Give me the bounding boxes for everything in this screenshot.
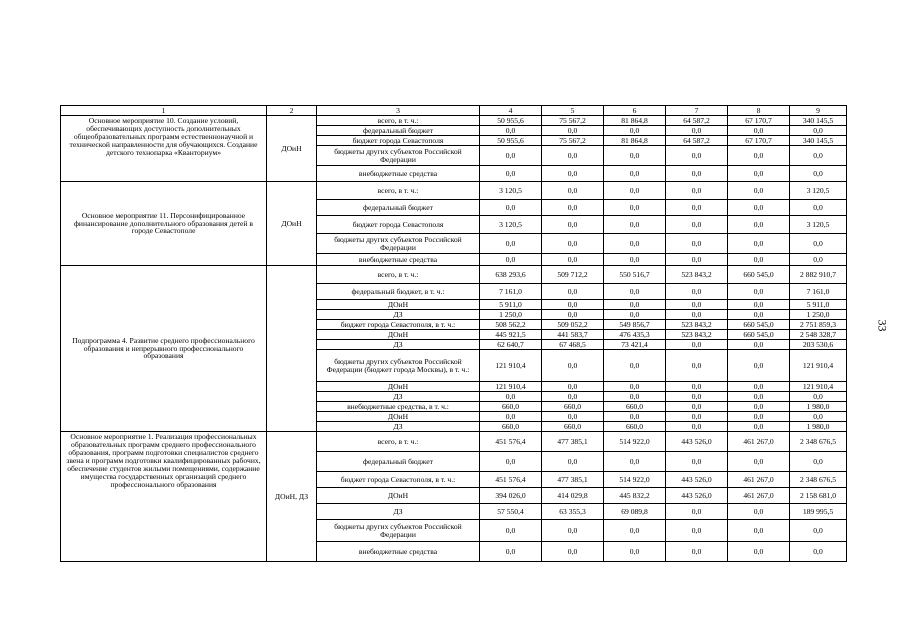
value-cell: 0,0 bbox=[604, 520, 666, 542]
funding-source: бюджет города Севастополя, в т. ч.: bbox=[317, 472, 480, 488]
value-cell: 0,0 bbox=[790, 234, 847, 254]
value-cell: 0,0 bbox=[604, 284, 666, 300]
value-cell: 461 267,0 bbox=[728, 472, 790, 488]
funding-source: бюджеты других субъектов Российской Федерации bbox=[317, 520, 480, 542]
value-cell: 0,0 bbox=[542, 216, 604, 234]
value-cell: 445 921,5 bbox=[480, 330, 542, 340]
value-cell: 477 385,1 bbox=[542, 432, 604, 452]
value-cell: 0,0 bbox=[604, 166, 666, 182]
value-cell: 0,0 bbox=[666, 234, 728, 254]
value-cell: 1 980,0 bbox=[790, 422, 847, 432]
value-cell: 0,0 bbox=[480, 234, 542, 254]
funding-source: федеральный бюджет bbox=[317, 126, 480, 136]
value-cell: 340 145,5 bbox=[790, 116, 847, 126]
value-cell: 0,0 bbox=[604, 452, 666, 472]
value-cell: 0,0 bbox=[728, 412, 790, 422]
value-cell: 81 864,8 bbox=[604, 136, 666, 146]
funding-source: ДЗ bbox=[317, 422, 480, 432]
value-cell: 7 161,0 bbox=[480, 284, 542, 300]
value-cell: 0,0 bbox=[604, 350, 666, 382]
value-cell: 75 567,2 bbox=[542, 136, 604, 146]
funding-source: ДЗ bbox=[317, 504, 480, 520]
value-cell: 0,0 bbox=[728, 340, 790, 350]
value-cell: 508 562,2 bbox=[480, 320, 542, 330]
value-cell: 3 120,5 bbox=[480, 182, 542, 200]
value-cell: 0,0 bbox=[728, 402, 790, 412]
value-cell: 0,0 bbox=[728, 284, 790, 300]
value-cell: 0,0 bbox=[728, 520, 790, 542]
value-cell: 509 712,2 bbox=[542, 266, 604, 284]
value-cell: 0,0 bbox=[480, 392, 542, 402]
value-cell: 0,0 bbox=[542, 382, 604, 392]
value-cell: 0,0 bbox=[480, 126, 542, 136]
value-cell: 50 955,6 bbox=[480, 136, 542, 146]
activity-name: Основное мероприятие 1. Реализация профессиональных образовательных программ среднего профессионального образования, программ подготовки специалистов среднего звена и программ подготовки квалифицированных рабочих, обеспечение студентов жилыми помещениями, содержание имущества государственных организаций среднего профессионального образования bbox=[61, 432, 267, 562]
value-cell: 50 955,6 bbox=[480, 116, 542, 126]
value-cell: 0,0 bbox=[542, 234, 604, 254]
value-cell: 0,0 bbox=[728, 422, 790, 432]
value-cell: 69 089,8 bbox=[604, 504, 666, 520]
value-cell: 63 355,3 bbox=[542, 504, 604, 520]
value-cell: 0,0 bbox=[728, 310, 790, 320]
funding-source: ДОиН bbox=[317, 330, 480, 340]
value-cell: 0,0 bbox=[666, 412, 728, 422]
value-cell: 461 267,0 bbox=[728, 488, 790, 504]
value-cell: 121 910,4 bbox=[480, 350, 542, 382]
value-cell: 0,0 bbox=[728, 542, 790, 562]
value-cell: 0,0 bbox=[604, 234, 666, 254]
value-cell: 5 911,0 bbox=[790, 300, 847, 310]
value-cell: 0,0 bbox=[604, 216, 666, 234]
value-cell: 0,0 bbox=[790, 146, 847, 166]
value-cell: 0,0 bbox=[666, 350, 728, 382]
value-cell: 0,0 bbox=[666, 200, 728, 216]
funding-source: бюджеты других субъектов Российской Федерации bbox=[317, 146, 480, 166]
value-cell: 0,0 bbox=[542, 200, 604, 216]
value-cell: 0,0 bbox=[728, 126, 790, 136]
value-cell: 3 120,5 bbox=[480, 216, 542, 234]
value-cell: 0,0 bbox=[666, 146, 728, 166]
value-cell: 2 751 859,3 bbox=[790, 320, 847, 330]
value-cell: 340 145,5 bbox=[790, 136, 847, 146]
value-cell: 81 864,8 bbox=[604, 116, 666, 126]
value-cell: 0,0 bbox=[666, 216, 728, 234]
value-cell: 0,0 bbox=[666, 392, 728, 402]
value-cell: 0,0 bbox=[542, 284, 604, 300]
value-cell: 451 576,4 bbox=[480, 472, 542, 488]
funding-source: бюджеты других субъектов Российской Федерации (бюджет города Москвы), в т. ч.: bbox=[317, 350, 480, 382]
value-cell: 0,0 bbox=[728, 166, 790, 182]
funding-source: бюджет города Севастополя bbox=[317, 136, 480, 146]
header-cell: 6 bbox=[604, 106, 666, 116]
funding-source: бюджеты других субъектов Российской Федерации bbox=[317, 234, 480, 254]
executor-cell bbox=[267, 266, 317, 432]
value-cell: 0,0 bbox=[666, 542, 728, 562]
value-cell: 549 856,7 bbox=[604, 320, 666, 330]
funding-source: ДОиН bbox=[317, 382, 480, 392]
value-cell: 0,0 bbox=[480, 520, 542, 542]
value-cell: 64 587,2 bbox=[666, 136, 728, 146]
value-cell: 514 922,0 bbox=[604, 472, 666, 488]
value-cell: 2 548 328,7 bbox=[790, 330, 847, 340]
value-cell: 0,0 bbox=[790, 452, 847, 472]
value-cell: 0,0 bbox=[480, 166, 542, 182]
value-cell: 0,0 bbox=[790, 254, 847, 266]
value-cell: 660,0 bbox=[480, 402, 542, 412]
value-cell: 1 980,0 bbox=[790, 402, 847, 412]
value-cell: 0,0 bbox=[728, 200, 790, 216]
value-cell: 121 910,4 bbox=[790, 350, 847, 382]
executor-cell: ДОиН bbox=[267, 116, 317, 182]
header-cell: 2 bbox=[267, 106, 317, 116]
value-cell: 0,0 bbox=[790, 392, 847, 402]
value-cell: 121 910,4 bbox=[480, 382, 542, 392]
value-cell: 2 348 676,5 bbox=[790, 472, 847, 488]
value-cell: 73 421,4 bbox=[604, 340, 666, 350]
funding-source: ДОиН bbox=[317, 300, 480, 310]
value-cell: 414 029,8 bbox=[542, 488, 604, 504]
value-cell: 0,0 bbox=[666, 402, 728, 412]
table-row bbox=[61, 116, 847, 126]
activity-name: Основное мероприятие 10. Создание условий, обеспечивающих доступность дополнительных общеобразовательных программ естественнонаучной и технической направленности для обучающихся. Создание детского технопарка «Кванториум» bbox=[61, 116, 267, 182]
funding-source: бюджет города Севастополя, в т. ч.: bbox=[317, 320, 480, 330]
value-cell: 0,0 bbox=[604, 300, 666, 310]
value-cell: 443 526,0 bbox=[666, 432, 728, 452]
value-cell: 638 293,6 bbox=[480, 266, 542, 284]
table-row bbox=[61, 266, 847, 284]
value-cell: 550 516,7 bbox=[604, 266, 666, 284]
table-row bbox=[61, 432, 847, 452]
value-cell: 0,0 bbox=[480, 452, 542, 472]
header-cell: 1 bbox=[61, 106, 267, 116]
value-cell: 0,0 bbox=[666, 422, 728, 432]
value-cell: 75 567,2 bbox=[542, 116, 604, 126]
value-cell: 67 468,5 bbox=[542, 340, 604, 350]
value-cell: 0,0 bbox=[790, 542, 847, 562]
value-cell: 0,0 bbox=[666, 166, 728, 182]
value-cell: 5 911,0 bbox=[480, 300, 542, 310]
value-cell: 476 435,3 bbox=[604, 330, 666, 340]
value-cell: 0,0 bbox=[480, 254, 542, 266]
value-cell: 0,0 bbox=[790, 200, 847, 216]
value-cell: 0,0 bbox=[542, 126, 604, 136]
value-cell: 0,0 bbox=[542, 412, 604, 422]
value-cell: 189 995,5 bbox=[790, 504, 847, 520]
header-cell: 9 bbox=[790, 106, 847, 116]
value-cell: 0,0 bbox=[604, 310, 666, 320]
value-cell: 0,0 bbox=[604, 412, 666, 422]
value-cell: 477 385,1 bbox=[542, 472, 604, 488]
value-cell: 2 882 910,7 bbox=[790, 266, 847, 284]
value-cell: 660 545,0 bbox=[728, 330, 790, 340]
value-cell: 0,0 bbox=[480, 542, 542, 562]
value-cell: 0,0 bbox=[728, 382, 790, 392]
value-cell: 0,0 bbox=[480, 146, 542, 166]
executor-cell: ДОиН bbox=[267, 182, 317, 266]
value-cell: 523 843,2 bbox=[666, 320, 728, 330]
value-cell: 0,0 bbox=[666, 254, 728, 266]
value-cell: 0,0 bbox=[666, 310, 728, 320]
value-cell: 0,0 bbox=[480, 412, 542, 422]
header-cell: 8 bbox=[728, 106, 790, 116]
funding-source: всего, в т. ч.: bbox=[317, 116, 480, 126]
value-cell: 0,0 bbox=[728, 182, 790, 200]
funding-source: всего, в т. ч.: bbox=[317, 182, 480, 200]
value-cell: 0,0 bbox=[790, 166, 847, 182]
value-cell: 443 526,0 bbox=[666, 488, 728, 504]
value-cell: 62 640,7 bbox=[480, 340, 542, 350]
value-cell: 0,0 bbox=[790, 412, 847, 422]
value-cell: 3 120,5 bbox=[790, 216, 847, 234]
value-cell: 0,0 bbox=[728, 350, 790, 382]
funding-source: ДОиН bbox=[317, 412, 480, 422]
value-cell: 660 545,0 bbox=[728, 266, 790, 284]
value-cell: 57 550,4 bbox=[480, 504, 542, 520]
value-cell: 0,0 bbox=[666, 504, 728, 520]
funding-source: федеральный бюджет bbox=[317, 452, 480, 472]
value-cell: 1 250,0 bbox=[480, 310, 542, 320]
value-cell: 0,0 bbox=[666, 452, 728, 472]
value-cell: 0,0 bbox=[604, 254, 666, 266]
value-cell: 0,0 bbox=[666, 340, 728, 350]
value-cell: 0,0 bbox=[542, 350, 604, 382]
header-row bbox=[61, 106, 847, 116]
value-cell: 0,0 bbox=[542, 520, 604, 542]
value-cell: 0,0 bbox=[728, 216, 790, 234]
value-cell: 203 530,6 bbox=[790, 340, 847, 350]
value-cell: 0,0 bbox=[728, 146, 790, 166]
value-cell: 0,0 bbox=[604, 146, 666, 166]
value-cell: 121 910,4 bbox=[790, 382, 847, 392]
value-cell: 1 250,0 bbox=[790, 310, 847, 320]
value-cell: 67 170,7 bbox=[728, 136, 790, 146]
value-cell: 0,0 bbox=[542, 310, 604, 320]
funding-source: внебюджетные средства bbox=[317, 166, 480, 182]
value-cell: 0,0 bbox=[480, 200, 542, 216]
value-cell: 0,0 bbox=[542, 300, 604, 310]
table-body bbox=[61, 106, 847, 562]
value-cell: 67 170,7 bbox=[728, 116, 790, 126]
value-cell: 0,0 bbox=[790, 126, 847, 136]
funding-source: бюджет города Севастополя bbox=[317, 216, 480, 234]
funding-source: всего, в т. ч.: bbox=[317, 266, 480, 284]
header-cell: 7 bbox=[666, 106, 728, 116]
value-cell: 394 026,0 bbox=[480, 488, 542, 504]
funding-source: внебюджетные средства bbox=[317, 542, 480, 562]
value-cell: 0,0 bbox=[542, 254, 604, 266]
executor-cell: ДОиН, ДЗ bbox=[267, 432, 317, 562]
value-cell: 461 267,0 bbox=[728, 432, 790, 452]
header-cell: 4 bbox=[480, 106, 542, 116]
value-cell: 0,0 bbox=[728, 300, 790, 310]
value-cell: 2 158 681,0 bbox=[790, 488, 847, 504]
funding-source: ДЗ bbox=[317, 340, 480, 350]
value-cell: 0,0 bbox=[728, 504, 790, 520]
value-cell: 0,0 bbox=[790, 520, 847, 542]
value-cell: 0,0 bbox=[666, 520, 728, 542]
funding-source: внебюджетные средства bbox=[317, 254, 480, 266]
funding-source: федеральный бюджет, в т. ч.: bbox=[317, 284, 480, 300]
value-cell: 0,0 bbox=[666, 382, 728, 392]
value-cell: 7 161,0 bbox=[790, 284, 847, 300]
value-cell: 64 587,2 bbox=[666, 116, 728, 126]
value-cell: 0,0 bbox=[542, 146, 604, 166]
value-cell: 660,0 bbox=[604, 422, 666, 432]
value-cell: 0,0 bbox=[728, 234, 790, 254]
value-cell: 0,0 bbox=[604, 382, 666, 392]
value-cell: 0,0 bbox=[542, 166, 604, 182]
value-cell: 0,0 bbox=[666, 182, 728, 200]
value-cell: 445 832,2 bbox=[604, 488, 666, 504]
value-cell: 0,0 bbox=[604, 200, 666, 216]
value-cell: 0,0 bbox=[604, 392, 666, 402]
value-cell: 0,0 bbox=[542, 452, 604, 472]
table-row bbox=[61, 182, 847, 200]
value-cell: 660,0 bbox=[480, 422, 542, 432]
funding-source: всего, в т. ч.: bbox=[317, 432, 480, 452]
value-cell: 0,0 bbox=[728, 392, 790, 402]
value-cell: 0,0 bbox=[666, 284, 728, 300]
value-cell: 2 348 676,5 bbox=[790, 432, 847, 452]
value-cell: 0,0 bbox=[666, 300, 728, 310]
value-cell: 660,0 bbox=[604, 402, 666, 412]
funding-source: ДЗ bbox=[317, 310, 480, 320]
funding-source: федеральный бюджет bbox=[317, 200, 480, 216]
value-cell: 0,0 bbox=[728, 254, 790, 266]
header-cell: 5 bbox=[542, 106, 604, 116]
activity-name: Основное мероприятие 11. Персонифицированное финансирование дополнительного образования детей в городе Севастополе bbox=[61, 182, 267, 266]
funding-source: ДОиН bbox=[317, 488, 480, 504]
value-cell: 3 120,5 bbox=[790, 182, 847, 200]
budget-table bbox=[60, 105, 847, 562]
value-cell: 441 583,7 bbox=[542, 330, 604, 340]
value-cell: 0,0 bbox=[542, 392, 604, 402]
page-number: 33 bbox=[875, 319, 890, 332]
value-cell: 514 922,0 bbox=[604, 432, 666, 452]
value-cell: 660,0 bbox=[542, 402, 604, 412]
value-cell: 0,0 bbox=[542, 182, 604, 200]
value-cell: 0,0 bbox=[604, 542, 666, 562]
value-cell: 451 576,4 bbox=[480, 432, 542, 452]
value-cell: 0,0 bbox=[604, 182, 666, 200]
value-cell: 0,0 bbox=[666, 126, 728, 136]
value-cell: 0,0 bbox=[604, 126, 666, 136]
value-cell: 660 545,0 bbox=[728, 320, 790, 330]
value-cell: 443 526,0 bbox=[666, 472, 728, 488]
value-cell: 660,0 bbox=[542, 422, 604, 432]
value-cell: 523 843,2 bbox=[666, 330, 728, 340]
value-cell: 523 843,2 bbox=[666, 266, 728, 284]
funding-source: ДЗ bbox=[317, 392, 480, 402]
header-cell: 3 bbox=[317, 106, 480, 116]
activity-name: Подпрограмма 4. Развитие среднего профессионального образования и непрерывного профессионального образования bbox=[61, 266, 267, 432]
funding-source: внебюджетные средства, в т. ч.: bbox=[317, 402, 480, 412]
value-cell: 0,0 bbox=[542, 542, 604, 562]
value-cell: 509 052,2 bbox=[542, 320, 604, 330]
value-cell: 0,0 bbox=[728, 452, 790, 472]
